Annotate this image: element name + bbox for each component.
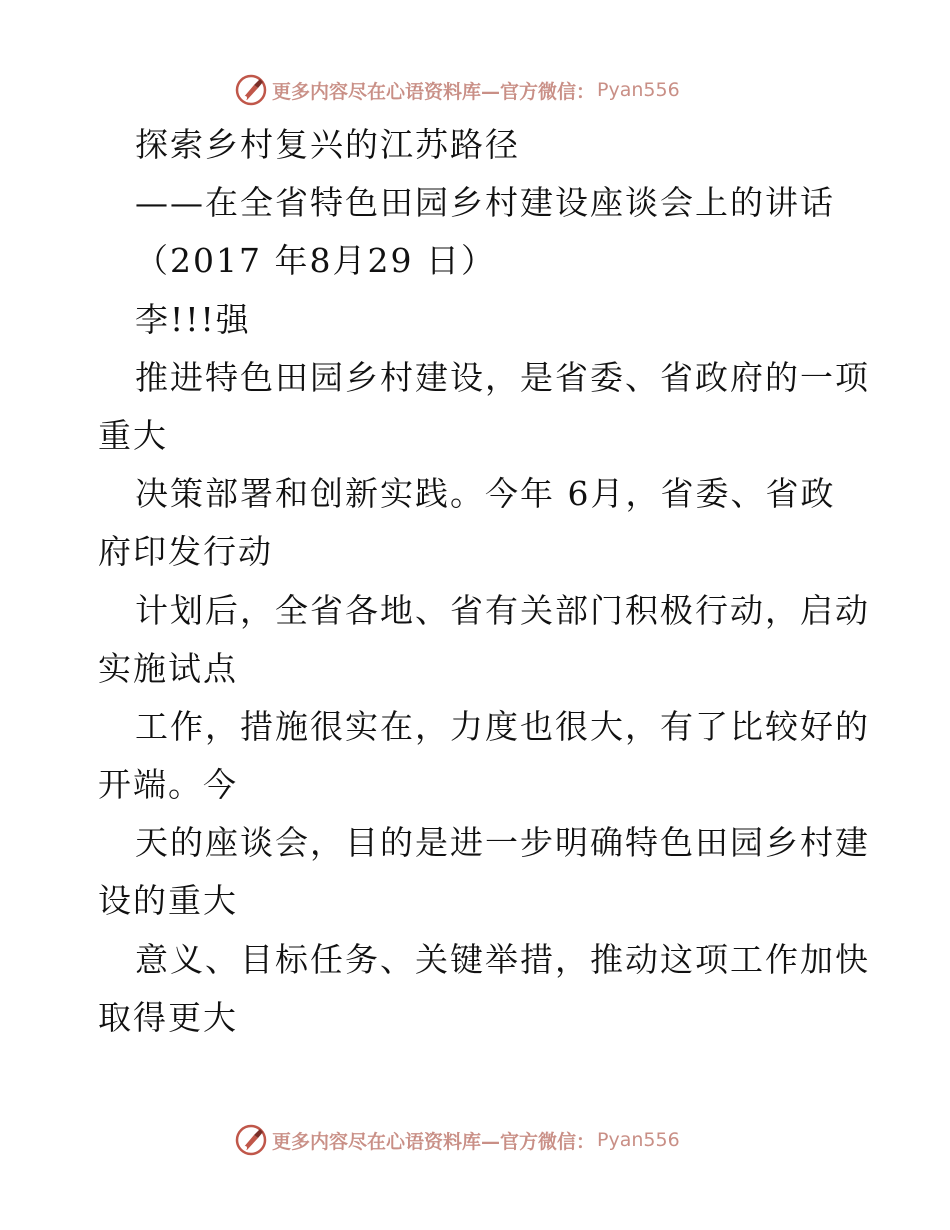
paragraph-line: 决策部署和创新实践。今年 6月，省委、省政 <box>135 474 836 514</box>
banner-handle: Pyan556 <box>597 79 680 101</box>
banner-handle: Pyan556 <box>597 1129 680 1151</box>
pen-logo-icon <box>234 73 268 107</box>
paragraph-line: 意义、目标任务、关键举措，推动这项工作加快 <box>135 939 870 979</box>
banner-text: 更多内容尽在心语资料库—官方微信： <box>272 80 596 103</box>
paragraph-line: 重大 <box>98 415 168 455</box>
pen-logo-icon <box>234 1123 268 1157</box>
document-body <box>98 116 870 1047</box>
paragraph-line: 取得更大 <box>98 997 238 1037</box>
doc-title: 探索乡村复兴的江苏路径 <box>135 125 520 164</box>
paragraph-line: 设的重大 <box>98 881 238 921</box>
paragraph-line: 开端。今 <box>98 765 238 805</box>
paragraph-line: 天的座谈会，目的是进一步明确特色田园乡村建 <box>135 823 870 863</box>
paragraph-line: 府印发行动 <box>98 532 273 572</box>
paragraph-line: 推进特色田园乡村建设，是省委、省政府的一项 <box>135 357 870 397</box>
doc-subtitle: ——在全省特色田园乡村建设座谈会上的讲话 <box>135 183 835 223</box>
footer-banner <box>234 1122 680 1158</box>
paragraph-line: 计划后，全省各地、省有关部门积极行动，启动 <box>135 590 870 630</box>
doc-date: （2017 年8月29 日） <box>135 241 496 281</box>
banner-text: 更多内容尽在心语资料库—官方微信： <box>272 1130 596 1153</box>
paragraph-line: 工作，措施很实在，力度也很大，有了比较好的 <box>135 706 870 746</box>
paragraph-line: 实施试点 <box>98 648 238 688</box>
doc-author: 李!!!强 <box>135 299 251 339</box>
header-banner <box>234 72 680 108</box>
